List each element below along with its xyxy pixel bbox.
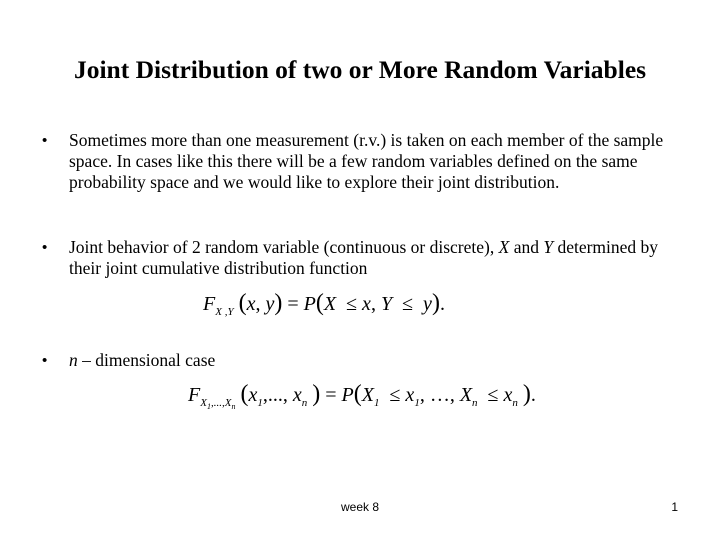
joint-cdf-equation: $F_{X ,Y}$ (x, y) = P(X ≤ x, Y ≤ y). — [203, 290, 445, 318]
bullet-icon: • — [42, 132, 48, 149]
slide-title: Joint Distribution of two or More Random Variables — [73, 55, 647, 84]
bullet-icon: • — [42, 352, 48, 369]
var-n: n — [69, 350, 78, 370]
bullet-text-1: Sometimes more than one measurement (r.v.) is taken on each member of the sample space. In cases like this there will be a few random variables defined on the same probability space and we would like to explore their joint distribution. — [69, 130, 664, 192]
bullet-text-and: and — [509, 237, 544, 257]
footer-week-label: week 8 — [340, 500, 380, 514]
var-y: Y — [543, 237, 554, 257]
bullet-item-2 — [42, 237, 669, 279]
bullet-item-1 — [42, 130, 669, 193]
bullet-text-2b: determined by their joint cumulative distribution function — [69, 237, 659, 278]
bullet-text-3: – dimensional case — [77, 350, 216, 370]
n-dim-cdf-equation: $F_{X_1,...,X_n}$ ($x_1$,..., $x_n$ ) = $P(X_1 \le x_1$, …, $X_n \le x_n$ ). — [188, 381, 536, 411]
page-number: 1 — [671, 500, 678, 514]
var-x: X — [498, 237, 510, 257]
bullet-text-2a: Joint behavior of 2 random variable (continuous or discrete), — [69, 237, 499, 257]
bullet-item-3 — [42, 350, 669, 371]
bullet-icon: • — [42, 239, 48, 256]
